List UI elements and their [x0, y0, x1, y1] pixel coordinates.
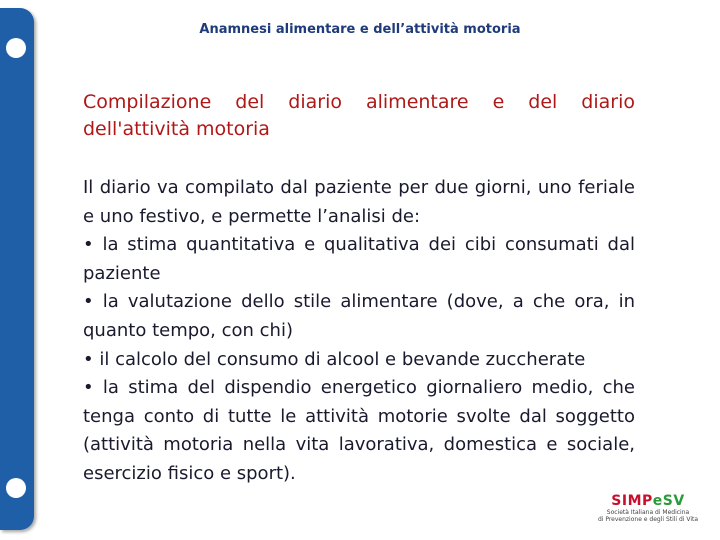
logo-line-1: Società Italiana di Medicina	[606, 509, 690, 516]
body-text	[83, 174, 635, 489]
bullet-item: • la stima quantitativa e qualitativa dei cibi consumati dal paziente	[83, 234, 635, 284]
top-circle-icon	[6, 38, 26, 58]
bullet-item: • il calcolo del consumo di alcool e bevande zuccherate	[83, 348, 586, 370]
bullet-item: • la stima del dispendio energetico giornaliero medio, che tenga conto di tutte le attività motorie svolte dal soggetto (attività motoria nella vita lavorativa, domestica e sociale, esercizio fisico e sport).	[83, 377, 635, 484]
slide-side-bar	[0, 8, 34, 530]
simpesv-logo	[588, 493, 708, 529]
bottom-circle-icon	[6, 478, 26, 498]
logo-mark: SIMPeSV	[611, 493, 685, 509]
intro-paragraph: Il diario va compilato dal paziente per due giorni, uno feriale e uno festivo, e permette l’analisi de:	[83, 177, 635, 227]
section-heading: Compilazione del diario alimentare e del diario dell'attività motoria	[83, 91, 635, 140]
page-title: Anamnesi alimentare e dell’attività motoria	[199, 22, 521, 37]
logo-line-2: di Prevenzione e degli Stili di Vita	[597, 516, 699, 523]
bullet-item: • la valutazione dello stile alimentare (dove, a che ora, in quanto tempo, con chi)	[83, 291, 635, 341]
